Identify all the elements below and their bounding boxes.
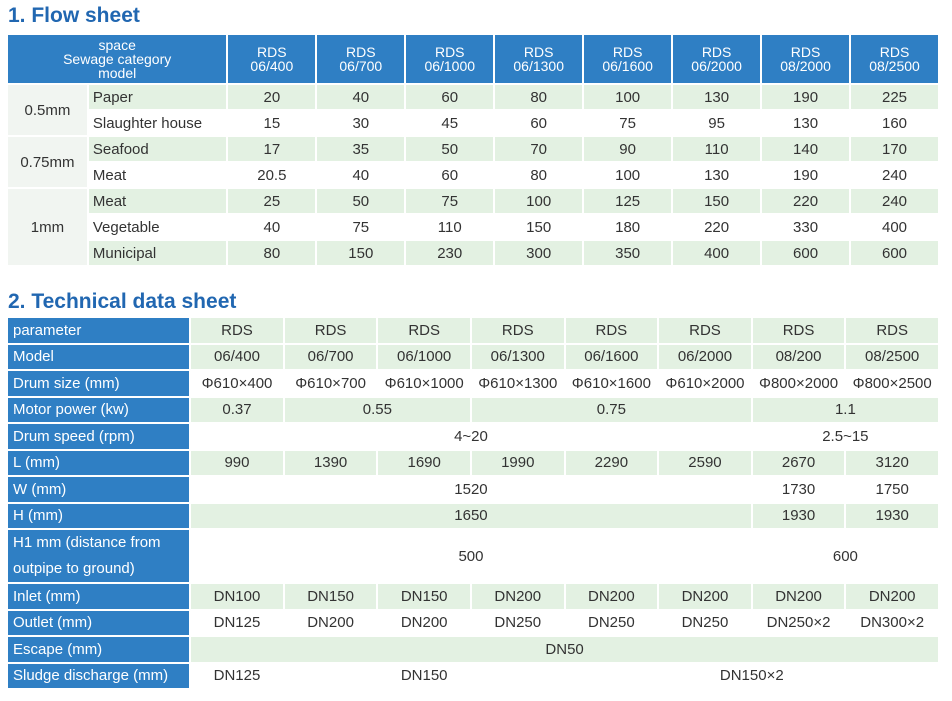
height-label: H (mm) <box>8 504 189 529</box>
escape-cell: DN50 <box>191 637 938 662</box>
flow-sheet-table <box>6 33 940 267</box>
inlet-row <box>8 584 938 609</box>
motor-power-cell: 0.37 <box>191 398 283 423</box>
flow-value: 45 <box>406 111 493 135</box>
height-cell: 1930 <box>753 504 845 529</box>
flow-value: 190 <box>762 163 849 187</box>
length-cell: 1990 <box>472 451 564 476</box>
drum-speed-row <box>8 424 938 449</box>
flow-header-row <box>8 35 938 83</box>
model-header: RDS 06/2000 <box>673 35 760 83</box>
flow-value: 25 <box>228 189 315 213</box>
flow-value: 400 <box>851 215 938 239</box>
flow-value: 75 <box>584 111 671 135</box>
flow-value: 225 <box>851 85 938 109</box>
inlet-cell: DN100 <box>191 584 283 609</box>
outlet-row <box>8 611 938 636</box>
model-header: RDS 06/1300 <box>495 35 582 83</box>
flow-value: 150 <box>495 215 582 239</box>
flow-value: 75 <box>406 189 493 213</box>
category-cell: Paper <box>89 85 227 109</box>
outlet-cell: DN125 <box>191 611 283 636</box>
flow-value: 150 <box>673 189 760 213</box>
category-cell: Meat <box>89 189 227 213</box>
model-top-cell: RDS <box>753 318 845 343</box>
flow-value: 50 <box>406 137 493 161</box>
length-cell: 990 <box>191 451 283 476</box>
drum-size-cell: Φ610×2000 <box>659 371 751 396</box>
model-bottom-row <box>8 345 938 370</box>
flow-row <box>8 215 938 239</box>
drum-size-cell: Φ800×2000 <box>753 371 845 396</box>
flow-value: 130 <box>762 111 849 135</box>
flow-value: 180 <box>584 215 671 239</box>
drum-size-cell: Φ610×1300 <box>472 371 564 396</box>
model-bottom-cell: 08/200 <box>753 345 845 370</box>
h1-row <box>8 530 938 582</box>
category-cell: Meat <box>89 163 227 187</box>
flow-value: 60 <box>495 111 582 135</box>
model-bottom-cell: 06/700 <box>285 345 377 370</box>
model-bottom-cell: 06/1300 <box>472 345 564 370</box>
inlet-cell: DN200 <box>846 584 938 609</box>
flow-value: 100 <box>584 85 671 109</box>
flow-value: 600 <box>762 241 849 265</box>
width-cell: 1750 <box>846 477 938 502</box>
model-top-cell: RDS <box>472 318 564 343</box>
technical-data-table <box>6 316 940 690</box>
flow-value: 80 <box>228 241 315 265</box>
model-header: RDS 08/2000 <box>762 35 849 83</box>
drum-size-cell: Φ610×400 <box>191 371 283 396</box>
space-cell: 1mm <box>8 189 87 265</box>
flow-value: 95 <box>673 111 760 135</box>
flow-value: 30 <box>317 111 404 135</box>
h1-cell: 500 <box>191 530 751 582</box>
drum-speed-cell: 4~20 <box>191 424 751 449</box>
width-row <box>8 477 938 502</box>
flow-value: 75 <box>317 215 404 239</box>
model-bottom-cell: 06/400 <box>191 345 283 370</box>
drum-size-cell: Φ800×2500 <box>846 371 938 396</box>
model-bottom-cell: 08/2500 <box>846 345 938 370</box>
category-cell: Seafood <box>89 137 227 161</box>
corner-category-label: Sewage category <box>63 51 172 67</box>
flow-value: 190 <box>762 85 849 109</box>
width-cell: 1730 <box>753 477 845 502</box>
length-cell: 1690 <box>378 451 470 476</box>
model-top-cell: RDS <box>846 318 938 343</box>
length-cell: 2290 <box>566 451 658 476</box>
height-row <box>8 504 938 529</box>
model-top-cell: RDS <box>191 318 283 343</box>
sludge-label: Sludge discharge (mm) <box>8 664 189 689</box>
length-cell: 3120 <box>846 451 938 476</box>
flow-row <box>8 137 938 161</box>
space-cell: 0.75mm <box>8 137 87 187</box>
flow-value: 230 <box>406 241 493 265</box>
flow-value: 80 <box>495 163 582 187</box>
flow-value: 160 <box>851 111 938 135</box>
model-bottom-cell: 06/1000 <box>378 345 470 370</box>
escape-label: Escape (mm) <box>8 637 189 662</box>
flow-row <box>8 111 938 135</box>
length-label: L (mm) <box>8 451 189 476</box>
drum-size-cell: Φ610×700 <box>285 371 377 396</box>
inlet-cell: DN200 <box>472 584 564 609</box>
outlet-cell: DN250×2 <box>753 611 845 636</box>
motor-power-row <box>8 398 938 423</box>
flow-value: 100 <box>495 189 582 213</box>
flow-value: 17 <box>228 137 315 161</box>
outlet-cell: DN250 <box>566 611 658 636</box>
flow-value: 400 <box>673 241 760 265</box>
category-cell: Vegetable <box>89 215 227 239</box>
height-cell: 1930 <box>846 504 938 529</box>
model-label: Model <box>8 345 189 370</box>
flow-row <box>8 241 938 265</box>
flow-value: 170 <box>851 137 938 161</box>
model-header: RDS 06/1000 <box>406 35 493 83</box>
model-header: RDS 06/400 <box>228 35 315 83</box>
model-top-row <box>8 318 938 343</box>
model-header: RDS 06/1600 <box>584 35 671 83</box>
inlet-label: Inlet (mm) <box>8 584 189 609</box>
flow-value: 40 <box>228 215 315 239</box>
tech-sheet-title: 2. Technical data sheet <box>8 290 237 313</box>
flow-value: 20.5 <box>228 163 315 187</box>
parameter-label: parameter <box>8 318 189 343</box>
flow-value: 140 <box>762 137 849 161</box>
height-cell: 1650 <box>191 504 751 529</box>
flow-value: 70 <box>495 137 582 161</box>
inlet-cell: DN150 <box>285 584 377 609</box>
space-cell: 0.5mm <box>8 85 87 135</box>
flow-value: 240 <box>851 189 938 213</box>
model-top-cell: RDS <box>566 318 658 343</box>
corner-model-label: model <box>98 65 137 81</box>
flow-value: 220 <box>673 215 760 239</box>
flow-value: 15 <box>228 111 315 135</box>
flow-value: 220 <box>762 189 849 213</box>
h1-cell: 600 <box>753 530 938 582</box>
length-cell: 1390 <box>285 451 377 476</box>
h1-label: H1 mm (distance from outpipe to ground) <box>8 530 189 582</box>
model-bottom-cell: 06/2000 <box>659 345 751 370</box>
flow-value: 50 <box>317 189 404 213</box>
drum-size-cell: Φ610×1600 <box>566 371 658 396</box>
flow-value: 100 <box>584 163 671 187</box>
motor-power-cell: 0.55 <box>285 398 470 423</box>
model-bottom-cell: 06/1600 <box>566 345 658 370</box>
model-header: RDS 06/700 <box>317 35 404 83</box>
width-cell: 1520 <box>191 477 751 502</box>
length-cell: 2590 <box>659 451 751 476</box>
model-top-cell: RDS <box>285 318 377 343</box>
flow-row <box>8 189 938 213</box>
motor-power-cell: 0.75 <box>472 398 751 423</box>
inlet-cell: DN200 <box>753 584 845 609</box>
flow-value: 40 <box>317 85 404 109</box>
length-cell: 2670 <box>753 451 845 476</box>
drum-speed-cell: 2.5~15 <box>753 424 938 449</box>
flow-value: 80 <box>495 85 582 109</box>
flow-value: 60 <box>406 85 493 109</box>
drum-size-cell: Φ610×1000 <box>378 371 470 396</box>
sludge-cell: DN150 <box>285 664 564 689</box>
flow-value: 110 <box>406 215 493 239</box>
flow-corner-header <box>8 35 226 83</box>
flow-value: 60 <box>406 163 493 187</box>
motor-power-label: Motor power (kw) <box>8 398 189 423</box>
inlet-cell: DN200 <box>659 584 751 609</box>
inlet-cell: DN200 <box>566 584 658 609</box>
flow-value: 240 <box>851 163 938 187</box>
flow-value: 130 <box>673 163 760 187</box>
flow-value: 90 <box>584 137 671 161</box>
flow-value: 350 <box>584 241 671 265</box>
outlet-cell: DN250 <box>659 611 751 636</box>
flow-value: 130 <box>673 85 760 109</box>
flow-value: 600 <box>851 241 938 265</box>
flow-value: 330 <box>762 215 849 239</box>
flow-value: 150 <box>317 241 404 265</box>
outlet-cell: DN300×2 <box>846 611 938 636</box>
outlet-cell: DN250 <box>472 611 564 636</box>
flow-value: 40 <box>317 163 404 187</box>
flow-sheet-title: 1. Flow sheet <box>8 4 140 27</box>
flow-row <box>8 85 938 109</box>
model-top-cell: RDS <box>659 318 751 343</box>
sludge-row <box>8 664 938 689</box>
drum-speed-label: Drum speed (rpm) <box>8 424 189 449</box>
flow-value: 20 <box>228 85 315 109</box>
flow-value: 35 <box>317 137 404 161</box>
width-label: W (mm) <box>8 477 189 502</box>
model-top-cell: RDS <box>378 318 470 343</box>
flow-row <box>8 163 938 187</box>
flow-value: 110 <box>673 137 760 161</box>
category-cell: Slaughter house <box>89 111 227 135</box>
inlet-cell: DN150 <box>378 584 470 609</box>
escape-row <box>8 637 938 662</box>
outlet-cell: DN200 <box>378 611 470 636</box>
drum-size-row <box>8 371 938 396</box>
sludge-cell: DN150×2 <box>566 664 938 689</box>
length-row <box>8 451 938 476</box>
flow-value: 125 <box>584 189 671 213</box>
corner-space-label: space <box>98 37 136 53</box>
outlet-cell: DN200 <box>285 611 377 636</box>
drum-size-label: Drum size (mm) <box>8 371 189 396</box>
category-cell: Municipal <box>89 241 227 265</box>
outlet-label: Outlet (mm) <box>8 611 189 636</box>
motor-power-cell: 1.1 <box>753 398 938 423</box>
sludge-cell: DN125 <box>191 664 283 689</box>
model-header: RDS 08/2500 <box>851 35 938 83</box>
flow-value: 300 <box>495 241 582 265</box>
